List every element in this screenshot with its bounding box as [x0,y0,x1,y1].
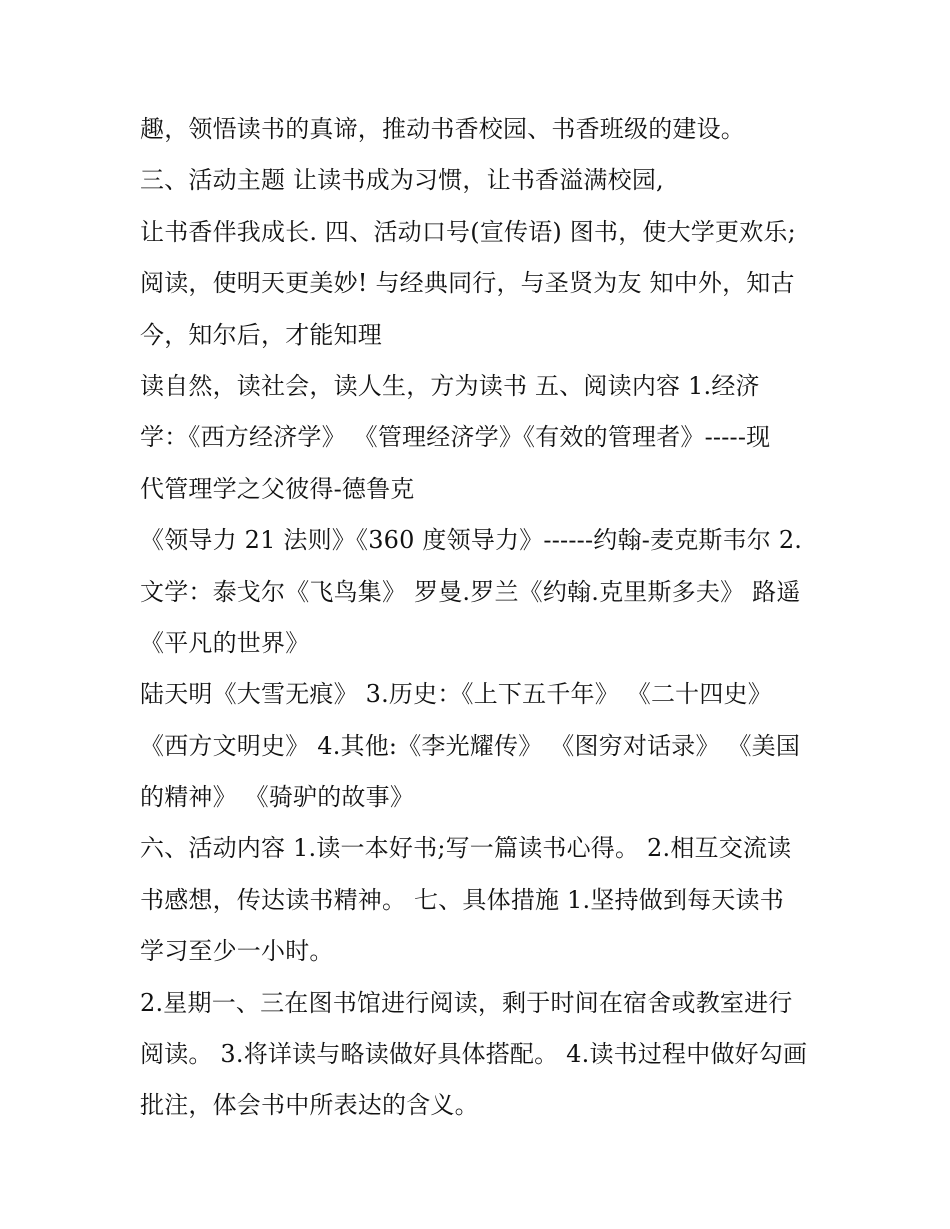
text-line: 代管理学之父彼得-德鲁克 [140,474,415,503]
text-line: 《领导力 21 法则》《360 度领导力》------约翰-麦克斯韦尔 2. [140,526,803,555]
text-line: 今，知尔后，才能知理 [140,320,382,349]
text-line: 陆天明《大雪无痕》 3.历史：《上下五千年》 《二十四史》 [140,680,772,709]
document-body [140,104,820,1132]
text-line: 趣，领悟读书的真谛，推动书香校园、书香班级的建设。 [140,115,745,143]
text-line: 2.星期一、三在图书馆进行阅读，剩于时间在宿舍或教室进行 [140,988,793,1017]
text-line: 文学：泰戈尔《飞鸟集》 罗曼.罗兰《约翰.克里斯多夫》 路遥 [140,577,801,606]
text-line: 阅读。 3.将详读与略读做好具体搭配。 4.读书过程中做好勾画 [140,1040,808,1069]
text-line: 的精神》 《骑驴的故事》 [140,783,415,812]
text-line: 六、活动内容 1.读一本好书;写一篇读书心得。 2.相互交流读 [140,834,792,863]
text-line: 三、活动主题 让读书成为习惯，让书香溢满校园, [140,166,664,195]
text-line: 《西方文明史》 4.其他:《李光耀传》 《图穷对话录》 《美国 [140,731,801,760]
text-line: 学习至少一小时。 [140,937,334,966]
text-line: 《平凡的世界》 [140,628,310,657]
text-line: 学：《西方经济学》 《管理经济学》《有效的管理者》-----现 [140,423,771,452]
text-line: 书感想，传达读书精神。 七、具体措施 1.坚持做到每天读书 [140,885,784,914]
text-line: 读自然，读社会，读人生，方为读书 五、阅读内容 1.经济 [140,371,760,400]
text-line: 让书香伴我成长. 四、活动口号(宣传语) 图书，使大学更欢乐; [140,217,796,246]
text-line: 阅读，使明天更美妙! 与经典同行，与圣贤为友 知中外，知古 [140,269,795,298]
text-line: 批注，体会书中所表达的含义。 [140,1091,479,1120]
